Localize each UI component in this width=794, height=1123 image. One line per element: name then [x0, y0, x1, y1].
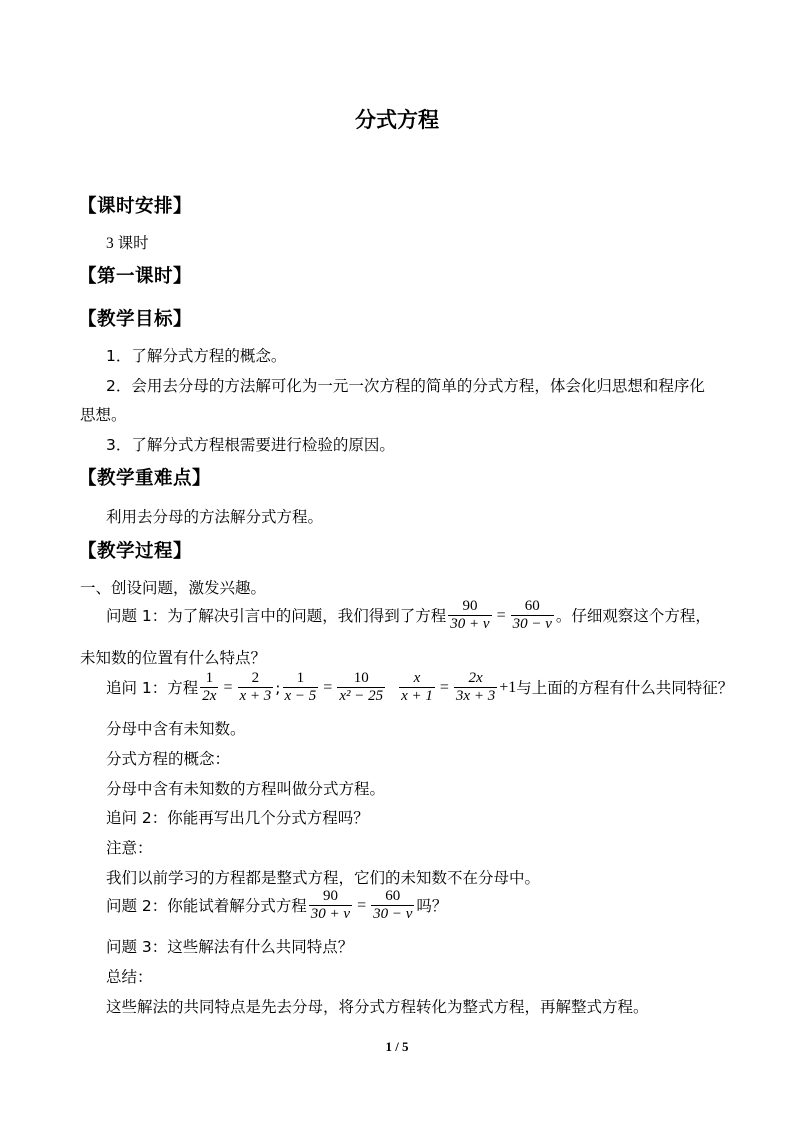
denominator: 30 − v	[373, 906, 413, 922]
heading-process: 【教学过程】	[78, 541, 193, 562]
follow-up-2: 追问 2：你能再写出几个分式方程吗？	[106, 809, 369, 827]
objective-item: 1．了解分式方程的概念。	[106, 347, 287, 365]
denominator: 3x + 3	[455, 688, 496, 704]
numerator: 2	[251, 670, 260, 686]
question-2	[106, 888, 447, 923]
follow-up-1-prefix: 追问 1：方程	[106, 678, 199, 697]
heading-lesson-1: 【第一课时】	[78, 266, 193, 287]
question-1-prefix: 问题 1：为了解决引言中的问题，我们得到了方程	[106, 606, 447, 625]
numerator: 10	[353, 670, 369, 686]
follow-up-1	[106, 670, 733, 705]
equals-sign: =	[323, 678, 333, 696]
equals-sign: =	[223, 678, 233, 696]
fraction	[238, 670, 274, 705]
question-1	[106, 598, 711, 633]
fraction	[200, 670, 218, 705]
numerator: 1	[296, 670, 305, 686]
key-points-text: 利用去分母的方法解分式方程。	[106, 508, 324, 526]
fraction	[454, 670, 497, 705]
fraction	[399, 670, 435, 705]
question-2-suffix: 吗？	[416, 896, 448, 915]
fraction	[337, 670, 385, 705]
numerator: 1	[205, 670, 214, 686]
numerator: 90	[322, 888, 338, 904]
denominator: x² − 25	[339, 688, 384, 704]
follow-up-1-suffix: 与上面的方程有什么共同特征？	[516, 678, 734, 697]
page-number: 1 / 5	[385, 1039, 409, 1054]
equals-sign: =	[496, 606, 506, 624]
equals-sign: =	[357, 896, 367, 914]
fraction	[371, 888, 414, 923]
numerator: 2x	[468, 670, 483, 686]
denominator: x − 5	[284, 688, 317, 704]
separator: ;	[275, 678, 281, 697]
concept-label: 分式方程的概念：	[106, 750, 231, 768]
numerator: 60	[385, 888, 401, 904]
numerator: 60	[524, 598, 540, 614]
fraction	[309, 888, 352, 923]
concept-text: 分母中含有未知数的方程叫做分式方程。	[106, 780, 386, 798]
note-label: 注意：	[106, 839, 153, 857]
question-2-prefix: 问题 2：你能试着解分式方程	[106, 896, 307, 915]
schedule-text: 3 课时	[106, 235, 149, 252]
fraction	[511, 598, 554, 633]
question-1-suffix: 。仔细观察这个方程，	[555, 606, 711, 625]
equation-tail: +1	[499, 678, 517, 696]
fraction	[283, 670, 319, 705]
denominator: 30 − v	[512, 616, 552, 632]
heading-key-points: 【教学重难点】	[78, 468, 212, 489]
numerator: x	[413, 670, 421, 686]
section-heading: 一、创设问题，激发兴趣。	[80, 579, 267, 597]
question-3: 问题 3：这些解法有什么共同特点？	[106, 938, 354, 956]
denominator: 30 + v	[450, 616, 490, 632]
heading-schedule: 【课时安排】	[78, 196, 193, 217]
numerator: 90	[462, 598, 478, 614]
page-title: 分式方程	[355, 108, 439, 132]
denominator: 30 + v	[310, 906, 351, 922]
objective-item: 思想。	[80, 406, 127, 424]
denominator: 2x	[202, 688, 217, 704]
equals-sign: =	[439, 678, 449, 696]
answer-1: 分母中含有未知数。	[106, 720, 246, 738]
note-text: 我们以前学习的方程都是整式方程，它们的未知数不在分母中。	[106, 869, 541, 887]
denominator: x + 3	[239, 688, 272, 704]
fraction	[448, 598, 491, 633]
heading-objectives: 【教学目标】	[78, 309, 193, 330]
objective-item: 3．了解分式方程根需要进行检验的原因。	[106, 436, 395, 454]
objective-item: 2．会用去分母的方法解可化为一元一次方程的简单的分式方程，体会化归思想和程序化	[106, 377, 705, 395]
summary-text: 这些解法的共同特点是先去分母，将分式方程转化为整式方程，再解整式方程。	[106, 998, 649, 1016]
summary-label: 总结：	[106, 968, 153, 986]
denominator: x + 1	[401, 688, 433, 704]
question-1-continuation: 未知数的位置有什么特点？	[80, 649, 267, 667]
